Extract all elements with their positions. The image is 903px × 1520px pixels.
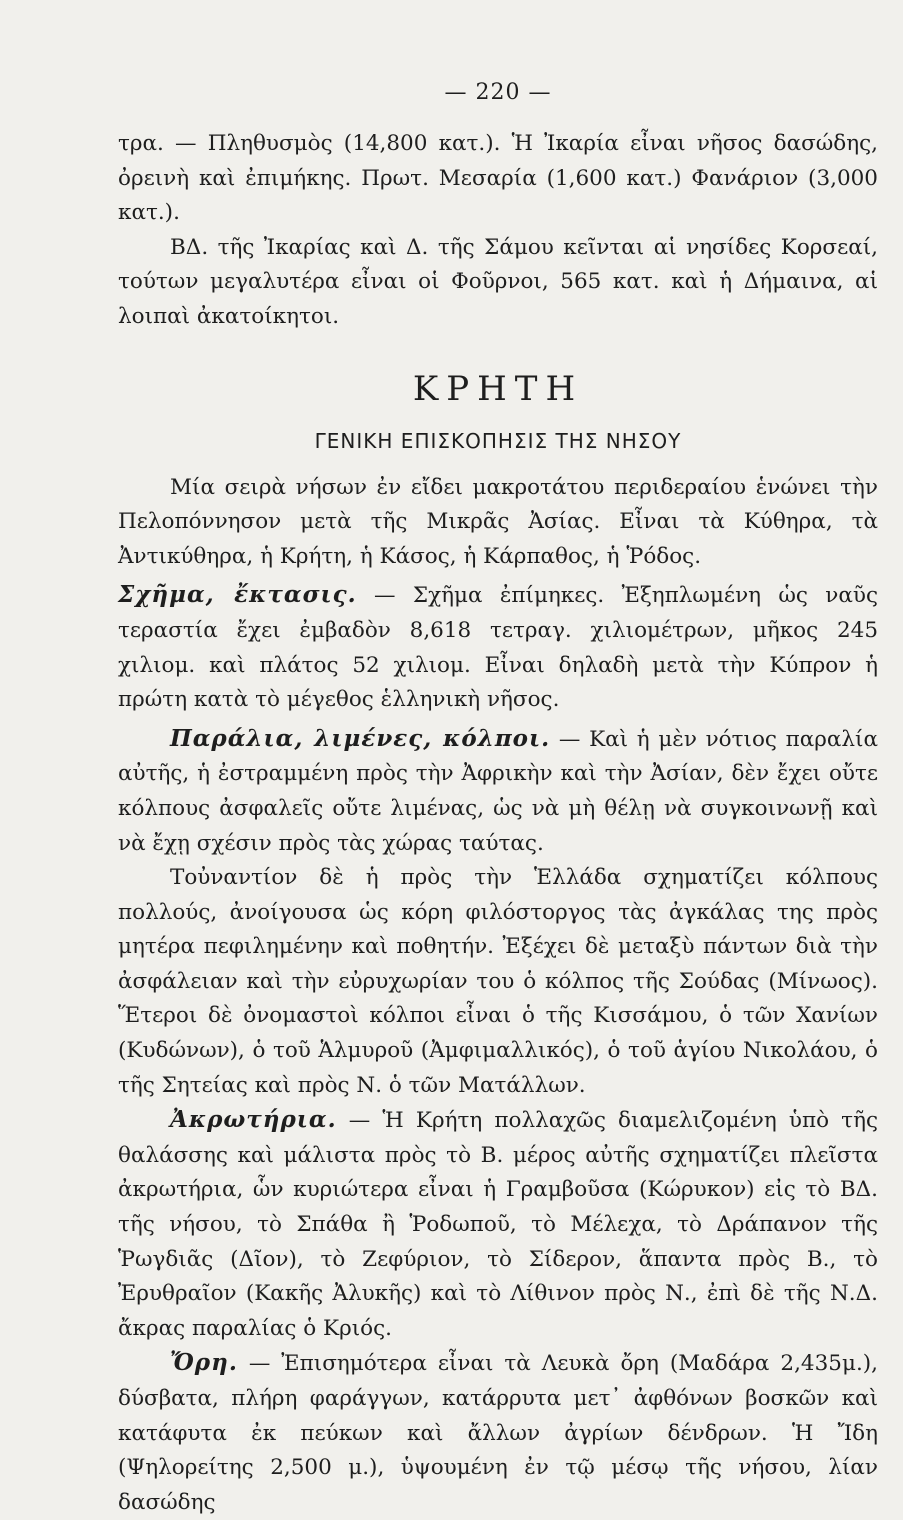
heading-coasts: Παράλια, λιμένες, κόλποι. [170,724,551,752]
section-subtitle: ΓΕΝΙΚΗ ΕΠΙΣΚΟΠΗΣΙΣ ΤΗΣ ΝΗΣΟΥ [314,428,682,453]
heading-shape: Σχῆμα, ἔκτασις. [118,581,357,609]
heading-capes: Ἀκρωτήρια. [170,1106,337,1134]
paragraph-gulfs: Τοὐναντίον δὲ ἡ πρὸς τὴν Ἑλλάδα σχηματίζει κόλπους πολλούς, ἀνοίγουσα ὡς κόρη φιλόστοργος τὰς ἀγκάλας της πρὸς μητέρα πεφιλημένην καὶ ποθητήν. Ἐξέχει δὲ μεταξὺ πάντων διὰ τὴν ἀσφάλειαν καὶ τὴν εὐρυχωρίαν του ὁ κόλπος τῆς Σούδας (Μίνωος). Ἕτεροι δὲ ὀνομαστοὶ κόλποι εἶναι ὁ τῆς Κισσάμου, ὁ τῶν Χανίων (Κυδώνων), ὁ τοῦ Ἁλμυροῦ (Ἀμφιμαλλικός), ὁ τοῦ ἁγίου Νικολάου, ὁ τῆς Σητείας καὶ πρὸς Ν. ὁ τῶν Ματάλλων. [118,865,878,1098]
text-mountains: — Ἐπισημότερα εἶναι τὰ Λευκὰ ὄρη (Μαδάρα 2,435μ.), δύσβατα, πλήρη φαράγγων, κατάρρυτα μετ᾽ ἀφθόνων βοσκῶν καὶ κατάφυτα ἐκ πεύκων καὶ ἄλλων ἀγρίων δένδρων. Ἡ Ἴδη (Ψηλορείτης 2,500 μ.), ὑψουμένη ἐν τῷ μέσῳ τῆς νήσου, λίαν δασώδης [118,1351,878,1515]
text-capes: — Ἡ Κρήτη πολλαχῶς διαμελιζομένη ὑπὸ τῆς θαλάσσης καὶ μάλιστα πρὸς τὸ Β. μέρος αὐτῆς σχηματίζει πλεῖστα ἀκρωτήρια, ὧν κυριώτερα εἶναι ἡ Γραμβοῦσα (Κώρυκον) εἰς τὸ ΒΔ. τῆς νήσου, τὸ Σπάθα ἢ Ῥοδωποῦ, τὸ Μέλεχα, τὸ Δράπανον τῆς Ῥωγδιᾶς (Δῖον), τὸ Ζεφύριον, τὸ Σίδερον, ἅπαντα πρὸς Β., τὸ Ἐρυθραῖον (Κακῆς Ἀλυκῆς) καὶ τὸ Λίθινον πρὸς Ν., ἐπὶ δὲ τῆς Ν.Δ. ἄκρας παραλίας ὁ Κριός. [118,1108,878,1341]
paragraph-capes [118,1103,878,1346]
text-coasts: — Καὶ ἡ μὲν νότιος παραλία αὐτῆς, ἡ ἐστραμμένη πρὸς τὴν Ἀφρικὴν καὶ τὴν Ἀσίαν, δὲν ἔχει οὔτε κόλπους ἀσφαλεῖς οὔτε λιμένας, ὡς νὰ μὴ θέλῃ νὰ συγκοινωνῇ καὶ νὰ ἔχῃ σχέσιν πρὸς τὰς χώρας ταύτας. [118,726,879,856]
section-title: ΚΡΗΤΗ [412,368,584,409]
paragraph-ikaria: τρα. — Πληθυσμὸς (14,800 κατ.). Ἡ Ἰκαρία εἶναι νῆσος δασώδης, ὀρεινὴ καὶ ἐπιμήκης. Πρωτ. Μεσαρία (1,600 κατ.) Φανάριον (3,000 κατ.). [118,131,878,226]
page [118,80,878,1520]
paragraph-mountains [118,1346,878,1520]
paragraph-intro: Μία σειρὰ νήσων ἐν εἴδει μακροτάτου περιδεραίου ἑνώνει τὴν Πελοπόννησον μετὰ τῆς Μικρᾶς Ἀσίας. Εἶναι τὰ Κύθηρα, τὰ Ἀντικύθηρα, ἡ Κρήτη, ἡ Κάσος, ἡ Κάρπαθος, ἡ Ῥόδος. [118,474,878,569]
paragraph-coasts [118,722,878,861]
text-shape: — Σχῆμα ἐπίμηκες. Ἐξηπλωμένη ὡς ναῦς τεραστία ἔχει ἐμβαδὸν 8,618 τετραγ. χιλιομέτρων, μῆκος 245 χιλιομ. καὶ πλάτος 52 χιλιομ. Εἶναι δηλαδὴ μετὰ τὴν Κύπρον ἡ πρώτη κατὰ τὸ μέγεθος ἑλληνικὴ νῆσος. [118,583,878,713]
heading-mountains: Ὄρη. [170,1349,238,1377]
page-number: — 220 — [444,80,552,105]
paragraph-korseai: ΒΔ. τῆς Ἰκαρίας καὶ Δ. τῆς Σάμου κεῖνται αἱ νησίδες Κορσεαί, τούτων μεγαλυτέρα εἶναι οἱ Φοῦρνοι, 565 κατ. καὶ ἡ Δήμαινα, αἱ λοιπαὶ ἀκατοίκητοι. [118,234,878,329]
paragraph-shape [118,578,878,717]
